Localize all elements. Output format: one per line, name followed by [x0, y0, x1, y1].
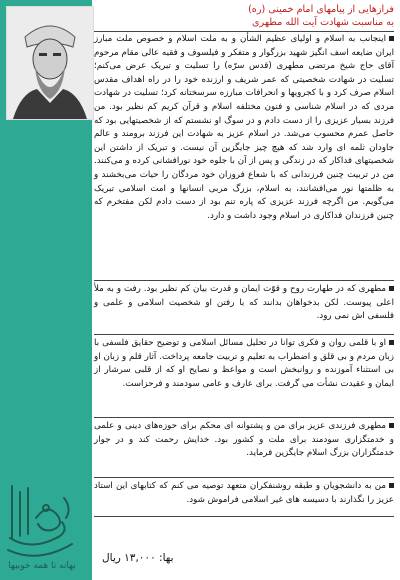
bullet-icon — [389, 36, 394, 41]
portrait-photo — [6, 6, 94, 120]
divider — [94, 280, 394, 281]
calligraphy-logo-icon — [2, 478, 82, 574]
divider — [94, 334, 394, 335]
heading-line-1: فرازهایی از پیامهای امام خمینی (ره) — [248, 4, 394, 15]
heading-line-2: به مناسبت شهادت آیت الله مطهری — [252, 17, 394, 28]
divider — [94, 477, 394, 478]
bullet-icon — [389, 423, 394, 428]
divider — [94, 417, 394, 418]
svg-text:بهانه تا همه خوبیها: بهانه تا همه خوبیها — [8, 561, 76, 571]
paragraph-1: اینجانب به اسلام و اولیای عظیم الشأن و به ملت اسلام و خصوص ملت مبارز ایران ضایعه اسف انگیز شهید بزرگوار و متفکر و فیلسوف و فقیه عالی مقام مرحوم آقای حاج شیخ مرتضی مطهری (قدس سرّه) را تسلیت و تبریک عرض می‌کنم؛ تسلیت در شهادت شخصیتی که عمر شریف و ارزنده خود را در راه اهداف مقدس اسلام صرف کرد و با کجرویها و انحرافات مبارزه سرسختانه کرد؛ تسلیت در شهادت مردی که در اسلام شناسی و فنون مختلفه اسلام و قرآن کریم کم نظیر بود. من فرزند بسیار عزیزی را از دست دادم و در سوگ او نشستم که از شخصیتهایی بود که حاصل عمرم محسوب می‌شد. در اسلام عزیز به شهادت این فرزند برومند و عالم جاودان ثلمه ای وارد شد که هیچ چیز جایگزین آن نیست. و تبریک از داشتن این شخصیتهای فداکار که در زندگی و پس از آن با جلوه خود نورافشانی کرده و می‌کنند. من در تربیت چنین فرزندانی که با شعاع فروزان خود مردگان را حیات می‌بخشند و به ظلمتها نور می‌افشانند، به اسلام، بزرگ مربی انسانها و امت اسلامی تبریک می‌گویم. من اگرچه فرزند عزیزی که پاره تنم بود از دست دادم لکن مفتخرم که چنین فرزندان فداکاری در اسلام وجود داشت و دارد. — [94, 34, 394, 221]
calligraphy-logo — [2, 478, 82, 574]
heading — [94, 3, 394, 29]
divider — [94, 31, 394, 32]
bullet-icon — [389, 340, 394, 345]
divider — [94, 516, 394, 517]
paragraph-5: من به دانشجویان و طبقه روشنفکران متعهد توصیه می کنم که کتابهای این استاد عزیز را نگذارند با دسیسه های غیر اسلامی فراموش شود. — [94, 481, 394, 505]
portrait-icon — [7, 7, 93, 119]
paragraph-4: مطهری فرزندی عزیز برای من و پشتوانه ای محکم برای حوزه‌های دینی و علمی و خدمتگزاری سودمند برای ملت و کشور بود. خدایش رحمت کند و در جوار خدمتگزاران بزرگ اسلام جایگزین فرماید. — [94, 421, 394, 459]
paragraph-3: او با قلمی روان و فکری توانا در تحلیل مسائل اسلامی و توضیح حقایق فلسفی با زبان مردم و بی قلق و اضطراب به تعلیم و تربیت جامعه پرداخت. آثار قلم و زبان او بی استثناء آموزنده و روانبخش است و مواعظ و نصایح او که از قلبی سرشار از ایمان و عقیدت نشأت می گرفت. برای عارف و عامی سودمند و فرحزاست. — [94, 338, 394, 389]
paragraph-2: مطهری که در طهارت روح و قوّت ایمان و قدرت بیان کم نظیر بود. رفت و به ملأ اعلی پیوست. لکن بدخواهان بدانند که با رفتن او شخصیت اسلامی و علمی و فلسفی اش نمی رود. — [94, 284, 394, 322]
bullet-icon — [389, 286, 394, 291]
bullet-icon — [389, 483, 394, 488]
article — [94, 0, 394, 580]
price-label: بها: ۱۳,۰۰۰ ریال — [102, 552, 174, 564]
